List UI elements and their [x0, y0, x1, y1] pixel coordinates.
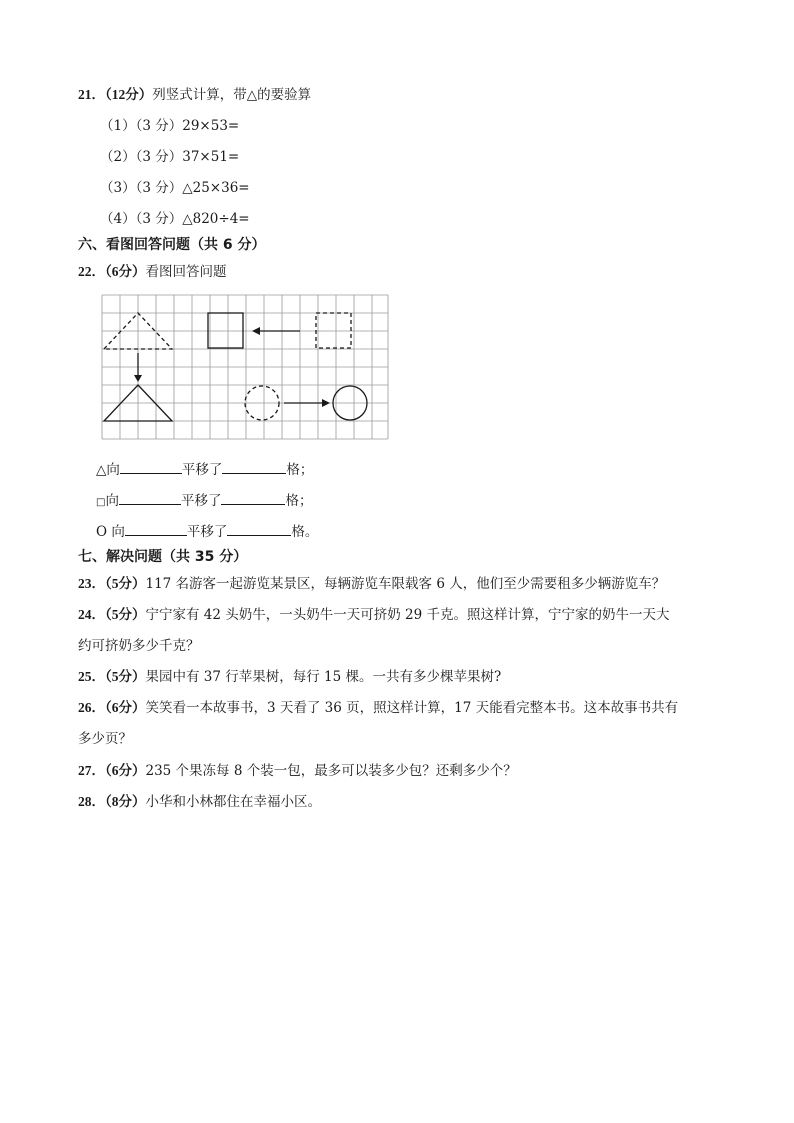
question-text: 宁宁家有 42 头奶牛，一头奶牛一天可挤奶 29 千克。照这样计算，宁宁家的奶牛一天大 [145, 607, 670, 623]
q21-score: （12分） [105, 87, 153, 102]
direction-blank[interactable] [125, 522, 187, 536]
question-text: 小华和小林都住在幸福小区。 [145, 794, 321, 810]
q24 [78, 603, 670, 623]
item-score: （3 分） [135, 118, 183, 134]
q21-number: 21． [78, 87, 105, 102]
q25 [78, 665, 501, 685]
item-score: （3 分） [135, 211, 183, 227]
q22-line-square [96, 489, 312, 509]
q22-score: （6分） [105, 264, 146, 279]
section-7-title: 七、解决问题（共 35 分） [78, 549, 248, 565]
question-score: （5分） [105, 669, 146, 684]
q23 [78, 572, 665, 592]
item-expression: 37×51= [182, 149, 240, 165]
question-number: 28． [78, 794, 105, 809]
question-score: （8分） [105, 794, 146, 809]
question-number: 25． [78, 669, 105, 684]
q21-heading [78, 83, 311, 103]
item-score: （3 分） [135, 149, 183, 165]
question-text: 果园中有 37 行苹果树，每行 15 棵。一共有多少棵苹果树? [145, 669, 502, 685]
triangle-icon: △ [96, 462, 107, 478]
distance-blank[interactable] [222, 460, 286, 474]
question-number: 24． [78, 607, 105, 622]
q28 [78, 790, 321, 810]
item-label: （3） [100, 180, 136, 196]
q21-text: 列竖式计算，带△的要验算 [152, 87, 312, 103]
q21-item-1 [100, 114, 239, 134]
translation-grid-figure [100, 293, 390, 441]
question-score: （6分） [105, 763, 146, 778]
q21-item-3 [100, 176, 250, 196]
question-number: 27． [78, 763, 105, 778]
item-expression: △25×36= [182, 180, 250, 196]
item-label: （1） [100, 118, 136, 134]
item-expression: 29×53= [182, 118, 240, 134]
question-text: 235 个果冻每 8 个装一包，最多可以装多少包？还剩多少个？ [145, 763, 517, 779]
q26-continuation: 多少页？ [78, 731, 132, 747]
q22-heading [78, 260, 227, 280]
question-score: （5分） [105, 607, 146, 622]
move-label: 平移了 [180, 493, 222, 509]
distance-blank[interactable] [227, 522, 291, 536]
square-icon: □ [96, 497, 106, 508]
circle-arrow-head [322, 399, 330, 407]
question-number: 23． [78, 576, 105, 591]
direction-blank[interactable] [120, 460, 182, 474]
triangle-arrow-head [134, 375, 142, 382]
unit-label: 格； [286, 462, 314, 478]
section-6-title: 六、看图回答问题（共 6 分） [78, 237, 266, 253]
direction-label: 向 [107, 524, 125, 540]
item-label: （2） [100, 149, 136, 165]
question-score: （6分） [105, 700, 146, 715]
q26 [78, 696, 678, 716]
grid-lines [102, 295, 388, 439]
move-label: 平移了 [186, 524, 228, 540]
square-arrow-head [252, 327, 260, 335]
question-score: （5分） [105, 576, 146, 591]
item-score: （3 分） [135, 180, 183, 196]
q27 [78, 759, 517, 779]
direction-label: 向 [106, 462, 120, 478]
circle-icon: O [96, 524, 108, 540]
question-number: 26． [78, 700, 105, 715]
dashed-square [316, 313, 351, 348]
direction-blank[interactable] [119, 491, 181, 505]
q22-number: 22． [78, 264, 105, 279]
unit-label: 格。 [291, 524, 319, 540]
distance-blank[interactable] [221, 491, 285, 505]
q22-line-circle [96, 520, 318, 540]
q22-text: 看图回答问题 [145, 264, 227, 280]
question-text: 笑笑看一本故事书，3 天看了 36 页，照这样计算，17 天能看完整本书。这本故事书共有 [145, 700, 679, 716]
unit-label: 格； [285, 493, 313, 509]
q22-line-triangle [96, 458, 313, 478]
direction-label: 向 [105, 493, 119, 509]
move-label: 平移了 [181, 462, 223, 478]
solid-square [208, 313, 243, 348]
item-expression: △820÷4= [182, 211, 250, 227]
q21-item-2 [100, 145, 239, 165]
q21-item-4 [100, 207, 250, 227]
question-text: 117 名游客一起游览某景区，每辆游览车限载客 6 人，他们至少需要租多少辆游览车？ [145, 576, 666, 592]
item-label: （4） [100, 211, 136, 227]
q24-continuation: 约可挤奶多少千克？ [78, 638, 200, 654]
